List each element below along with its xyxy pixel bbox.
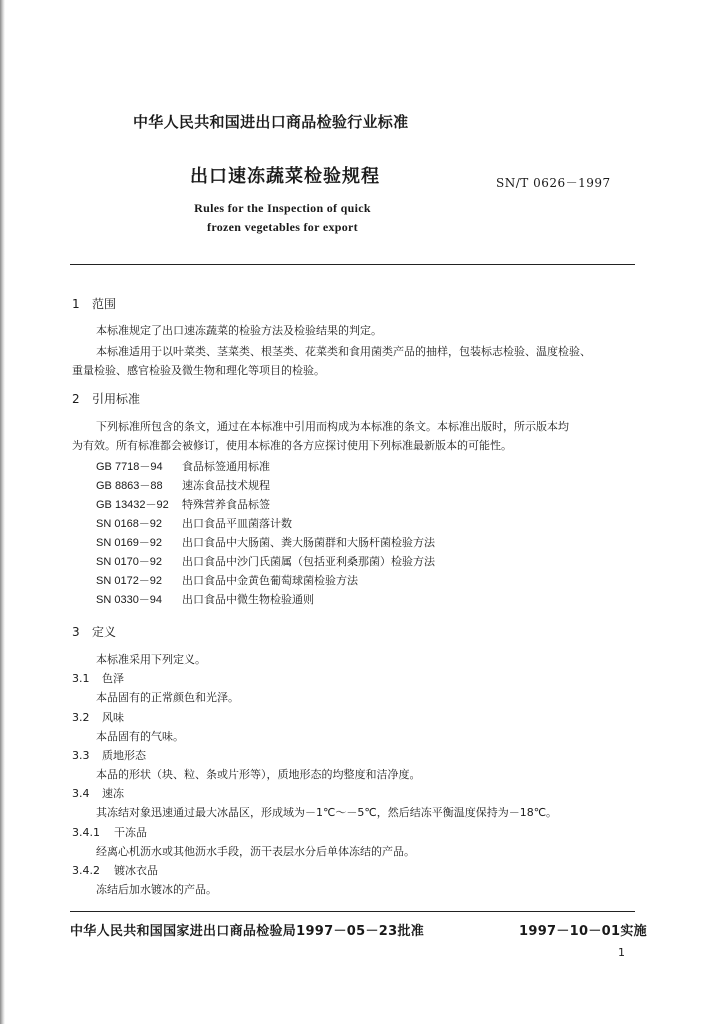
reference-code: SN 0170－92 xyxy=(96,556,163,568)
paragraph: 重量检验、感官检验及微生物和理化等项目的检验。 xyxy=(72,364,325,377)
reference-code: GB 7718－94 xyxy=(96,461,163,473)
section-title: 范围 xyxy=(92,297,117,311)
scan-edge xyxy=(0,0,5,1024)
english-title-line-2: frozen vegetables for export xyxy=(207,220,358,234)
paragraph: 为有效。所有标准都会被修订，使用本标准的各方应探讨使用下列标准最新版本的可能性。 xyxy=(72,439,512,452)
definition-number: 3.2 xyxy=(72,711,90,724)
effective-date: 1997－10－01实施 xyxy=(519,924,647,939)
definition-text: 冻结后加水镀冰的产品。 xyxy=(96,883,217,896)
term-name: 干冻品 xyxy=(114,826,147,839)
definition-text: 本品的形状（块、粒、条或片形等），质地形态的均整度和洁净度。 xyxy=(96,768,421,781)
term-name: 镀冰衣品 xyxy=(114,864,158,877)
definition-text: 本品固有的气味。 xyxy=(96,730,184,743)
term-name: 色泽 xyxy=(102,672,124,685)
definition-text: 本品固有的正常颜色和光泽。 xyxy=(96,691,239,704)
footer-divider xyxy=(70,911,635,912)
reference-item xyxy=(96,572,358,588)
definition-number: 3.4.1 xyxy=(72,826,100,839)
paragraph: 下列标准所包含的条文，通过在本标准中引用而构成为本标准的条文。本标准出版时，所示版本均 xyxy=(96,420,569,433)
reference-code: GB 8863－88 xyxy=(96,480,163,492)
reference-item xyxy=(96,515,292,531)
term-name: 质地形态 xyxy=(102,749,146,762)
section-title: 定义 xyxy=(92,625,117,639)
reference-name: 出口食品中大肠菌、粪大肠菌群和大肠杆菌检验方法 xyxy=(182,536,435,549)
definition-number: 3.3 xyxy=(72,749,90,762)
definition-number: 3.4.2 xyxy=(72,864,100,877)
paragraph: 本标准规定了出口速冻蔬菜的检验方法及检验结果的判定。 xyxy=(96,324,382,337)
definition-text: 经离心机沥水或其他沥水手段，沥干表层水分后单体冻结的产品。 xyxy=(96,845,415,858)
reference-name: 出口食品中沙门氏菌属（包括亚利桑那菌）检验方法 xyxy=(182,555,435,568)
reference-item xyxy=(96,458,270,474)
definition-term xyxy=(72,670,124,686)
paragraph: 本标准适用于以叶菜类、茎菜类、根茎类、花菜类和食用菌类产品的抽样，包装标志检验、温度检验、 xyxy=(96,345,591,358)
definition-number: 3.1 xyxy=(72,672,90,685)
section-1-heading xyxy=(72,295,116,312)
reference-item xyxy=(96,534,435,550)
definition-text: 其冻结对象迅速通过最大冰晶区，形成域为－1℃～－5℃，然后结冻平衡温度保持为－18℃。 xyxy=(96,806,558,819)
standard-category-header: 中华人民共和国进出口商品检验行业标准 xyxy=(133,113,409,131)
reference-name: 速冻食品技术规程 xyxy=(182,479,270,492)
section-title: 引用标准 xyxy=(92,392,141,406)
term-name: 风味 xyxy=(102,711,124,724)
reference-item xyxy=(96,496,270,512)
standard-number: SN/T 0626－1997 xyxy=(496,176,611,190)
reference-name: 食品标签通用标准 xyxy=(182,460,270,473)
definition-term xyxy=(72,862,158,878)
reference-code: SN 0169－92 xyxy=(96,537,163,549)
reference-code: SN 0330－94 xyxy=(96,594,163,606)
header-divider xyxy=(70,264,635,265)
reference-code: SN 0168－92 xyxy=(96,518,163,530)
issued-by: 中华人民共和国国家进出口商品检验局1997－05－23批准 xyxy=(70,924,425,939)
reference-name: 出口食品中微生物检验通则 xyxy=(182,593,314,606)
reference-item xyxy=(96,477,270,493)
reference-code: SN 0172－92 xyxy=(96,575,163,587)
reference-item xyxy=(96,553,435,569)
paragraph: 本标准采用下列定义。 xyxy=(96,653,206,666)
definition-term xyxy=(72,785,124,801)
definition-term xyxy=(72,747,146,763)
section-number: 3 xyxy=(72,625,80,639)
english-title-line-1: Rules for the Inspection of quick xyxy=(194,201,371,215)
document-title: 出口速冻蔬菜检验规程 xyxy=(190,166,380,187)
page-number: 1 xyxy=(618,946,625,959)
definition-term xyxy=(72,709,124,725)
reference-name: 出口食品中金黄色葡萄球菌检验方法 xyxy=(182,574,358,587)
definition-number: 3.4 xyxy=(72,787,90,800)
reference-item xyxy=(96,591,314,607)
section-3-heading xyxy=(72,623,116,640)
reference-name: 出口食品平皿菌落计数 xyxy=(182,517,292,530)
section-number: 1 xyxy=(72,297,80,311)
reference-code: GB 13432－92 xyxy=(96,499,169,511)
section-2-heading xyxy=(72,390,140,407)
reference-name: 特殊营养食品标签 xyxy=(182,498,270,511)
definition-term xyxy=(72,824,147,840)
term-name: 速冻 xyxy=(102,787,124,800)
section-number: 2 xyxy=(72,392,80,406)
